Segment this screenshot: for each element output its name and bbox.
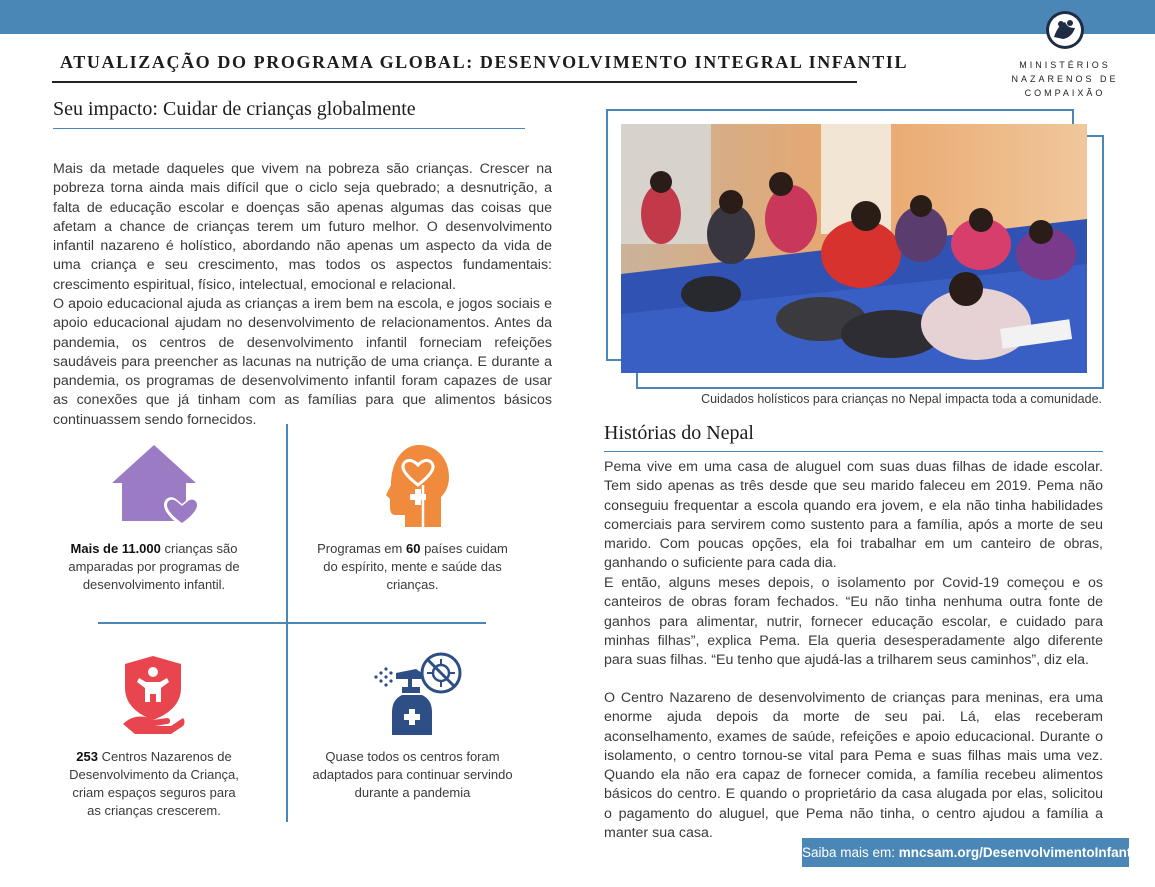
shield-child-icon <box>121 654 185 736</box>
nepal-paragraph: O Centro Nazareno de desenvolvimento de crianças para meninas, era uma enorme ajuda depois da morte de seu pai. Lá, elas receberam aconselhamento, exames de saúde, refeições e apoio educacional. Durante o isolamento, o centro tornou-se vital para Pema e suas filhas mais uma vez. Quando ela não era capaz de fornecer comida, a família recebeu alimentos básicos do centro. E quando o proprietário da casa alugada por elas, solicitou o pagamento do aluguel, que Pema não tinha, o centro ajudou a família a manter sua casa. <box>604 690 1103 842</box>
stat-children <box>68 540 240 594</box>
sanitizer-virus-icon <box>372 651 464 737</box>
impact-heading: Seu impacto: Cuidar de crianças globalmente <box>53 98 416 120</box>
house-heart-icon <box>108 443 200 527</box>
org-name-line: COMPAIXÃO <box>1024 88 1106 98</box>
impact-heading-rule <box>53 128 525 129</box>
head-heart-icon <box>385 443 451 529</box>
learn-more-link[interactable]: mncsam.org/DesenvolvimentoInfantil <box>898 845 1139 860</box>
stat-countries-text: países cuidam do espírito, mente e saúde das crianças. <box>323 541 508 592</box>
title-divider <box>52 81 857 83</box>
stat-countries <box>310 540 515 594</box>
nepal-heading-rule <box>604 451 1103 452</box>
org-name-line: NAZARENOS DE <box>1011 74 1119 84</box>
learn-more-banner[interactable] <box>802 838 1139 867</box>
stat-pandemic: Quase todos os centros foram adaptados para continuar servindo durante a pandemia <box>312 749 513 800</box>
stat-countries-pre: Programas em <box>317 541 406 556</box>
top-banner <box>0 0 1155 34</box>
org-name <box>1000 58 1130 100</box>
impact-paragraph: Mais da metade daqueles que vivem na pobreza são crianças. Crescer na pobreza torna ainda mais difícil que o ciclo seja quebrado; a desnutrição, a falta de educação escolar e doenças são apenas algumas das coisas que afetam a chance de crianças terem um futuro melhor. O desenvolvimento infantil nazareno é holístico, abordando não apenas um aspecto da vida de uma criança e seu crescimento, mas todos os aspectos fundamentais: crescimento espiritual, físico, intelectual, emocional e relacional. <box>53 161 552 293</box>
stat-centers <box>68 748 240 820</box>
impact-paragraph: O apoio educacional ajuda as crianças a irem bem na escola, e jogos sociais e apoio educacional ajudam no desenvolvimento de relacionamentos. Antes da pandemia, os centros de desenvolvimento infantil forneciam refeições saudáveis para preencher as lacunas na nutrição de uma criança. E durante a pandemia, os programas de desenvolvimento infantil foram capazes de usar as conexões que já tinham com as famílias para que alimentos básicos continuassem sendo fornecidos. <box>53 296 552 428</box>
stat-children-text: crianças são amparadas por programas de desenvolvimento infantil. <box>68 541 240 592</box>
learn-more-prefix: Saiba mais em: <box>802 845 899 860</box>
org-name-line: MINISTÉRIOS <box>1019 60 1111 70</box>
nepal-paragraph: Pema vive em uma casa de aluguel com suas duas filhas de idade escolar. Tem sido apenas as três desde que seu marido faleceu em 2019. Pema não conseguiu frequentar a escola quando era jovem, e ela não tinha habilidades comerciais para servirem como sustento para a família, após a morte de seu marido. Com poucas opções, ela foi trabalhar em um canteiro de obras, ganhando o suficiente para cada dia. <box>604 459 1103 572</box>
stat-children-bold: Mais de 11.000 <box>70 541 161 556</box>
nepal-heading: Histórias do Nepal <box>604 422 754 444</box>
nepal-paragraph: E então, alguns meses depois, o isolamento por Covid-19 começou e os canteiros de obras foram fechados. “Eu não tinha nenhuma outra fonte de ganhos para alimentar, nutrir, fornecer educação escolar, e cuidado para minhas filhas”, explica Pema. Ela queria desesperadamente algo diferente para suas filhas. “Eu tenho que ajudá-las a trilharem seus caminhos”, diz ela. <box>604 575 1103 669</box>
org-logo-icon <box>1045 10 1085 50</box>
stat-centers-text: Centros Nazarenos de Desenvolvimento da Criança, criam espaços seguros para as crianças crescerem. <box>69 749 239 818</box>
page-title: ATUALIZAÇÃO DO PROGRAMA GLOBAL: DESENVOLVIMENTO INTEGRAL INFANTIL <box>60 52 909 72</box>
stat-countries-bold: 60 <box>405 541 421 556</box>
classroom-photo <box>621 124 1087 373</box>
stat-centers-bold: 253 <box>76 749 98 764</box>
grid-divider-horizontal <box>98 622 486 624</box>
photo-caption: Cuidados holísticos para crianças no Nepal impacta toda a comunidade. <box>701 392 1102 406</box>
